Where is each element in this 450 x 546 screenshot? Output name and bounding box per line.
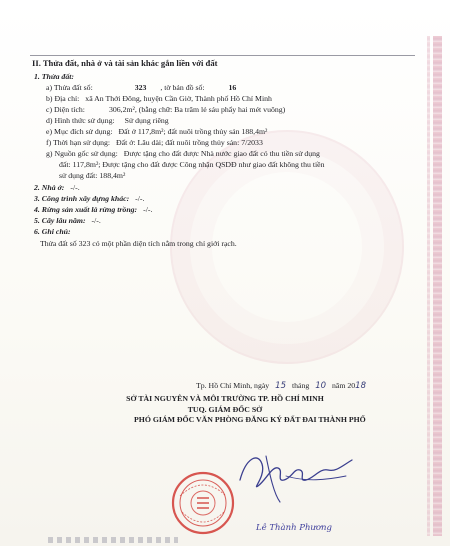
year-label: năm 20: [332, 381, 356, 390]
usage-purpose-label: e) Mục đích sử dụng:: [46, 127, 113, 136]
decorative-border-inner: [427, 36, 430, 536]
parcel-number-value: 323: [134, 83, 147, 92]
perennial-trees-label: 5. Cây lâu năm:: [34, 216, 86, 225]
production-forest-value: -/-.: [143, 205, 153, 214]
origin-value-line1: Được tặng cho đất được Nhà nước giao đất có thu tiền sử dụng: [123, 149, 320, 158]
perennial-trees-row: [34, 217, 101, 225]
production-forest-row: [34, 206, 152, 214]
map-sheet-value: 16: [228, 83, 237, 92]
notes-label: 6. Ghi chú:: [34, 227, 71, 236]
production-forest-label: 4. Rừng sản xuất là rừng trồng:: [34, 205, 138, 214]
usage-purpose-row: [46, 128, 267, 136]
usage-term-value: Đất ở: Lâu dài; đất nuôi trồng thủy sản: 7/2033: [116, 138, 263, 147]
address-value: xã An Thới Đông, huyện Cần Giờ, Thành phố Hồ Chí Minh: [85, 94, 272, 103]
tuq-title: TUQ. GIÁM ĐỐC SỞ: [187, 405, 263, 414]
area-row: [46, 106, 285, 114]
deputy-director-title: PHÓ GIÁM ĐỐC VĂN PHÒNG ĐĂNG KÝ ĐẤT ĐAI THÀNH PHỐ: [134, 415, 366, 424]
sign-month: 10: [315, 381, 327, 391]
usage-form-row: [46, 117, 169, 125]
house-row: [34, 184, 80, 192]
origin-label: g) Nguồn gốc sử dụng:: [46, 149, 118, 158]
house-label: 2. Nhà ở:: [34, 183, 65, 192]
place-date-prefix: Tp. Hồ Chí Minh, ngày: [196, 381, 270, 390]
other-construction-row: [34, 195, 144, 203]
usage-form-label: d) Hình thức sử dụng:: [46, 116, 115, 125]
map-sheet-label: , tờ bản đồ số:: [160, 83, 205, 92]
sign-day: 15: [275, 381, 286, 391]
month-label: tháng: [291, 381, 310, 390]
other-construction-value: -/-.: [135, 194, 145, 203]
origin-value-line2: đất: 117,8m²; Được tặng cho đất được Công nhận QSDĐ như giao đất không thu tiền: [59, 160, 325, 169]
usage-term-row: [46, 139, 263, 147]
note-text: Thửa đất số 323 có một phần diện tích nằm trong chỉ giới rạch.: [40, 239, 237, 248]
section-title: II. Thửa đất, nhà ở và tài sản khác gắn liền với đất: [32, 58, 218, 68]
area-value: 306,2m², (bằng chữ: Ba trăm lẻ sáu phẩy hai mét vuông): [108, 105, 286, 114]
department-name: SỞ TÀI NGUYÊN VÀ MÔI TRƯỜNG TP. HỒ CHÍ MINH: [126, 394, 324, 403]
official-seal-stamp: [170, 470, 236, 536]
perennial-trees-value: -/-.: [91, 216, 101, 225]
parcel-number-row: [46, 84, 236, 92]
faint-footer-mark: [48, 537, 178, 543]
handwritten-signature: [236, 446, 356, 506]
usage-form-value: Sử dụng riêng: [124, 116, 169, 125]
decorative-border: [433, 36, 442, 536]
address-row: [46, 95, 272, 103]
sign-year: 18: [355, 381, 366, 391]
signer-name: Lê Thành Phương: [256, 523, 332, 533]
house-value: -/-.: [70, 183, 80, 192]
usage-term-label: f) Thời hạn sử dụng:: [46, 138, 111, 147]
area-label: c) Diện tích:: [46, 105, 85, 114]
origin-value-line3: sử dụng đất: 188,4m²: [59, 171, 126, 180]
other-construction-label: 3. Công trình xây dựng khác:: [34, 194, 130, 203]
land-parcel-heading: 1. Thửa đất:: [34, 72, 74, 81]
notes-row: [34, 228, 71, 236]
place-date-row: [196, 382, 366, 391]
address-label: b) Địa chỉ:: [46, 94, 80, 103]
usage-purpose-value: Đất ở 117,8m²; đất nuôi trồng thủy sản 188,4m²: [118, 127, 268, 136]
origin-row: [46, 150, 320, 158]
top-rule: [30, 55, 415, 56]
parcel-number-label: a) Thửa đất số:: [46, 83, 93, 92]
